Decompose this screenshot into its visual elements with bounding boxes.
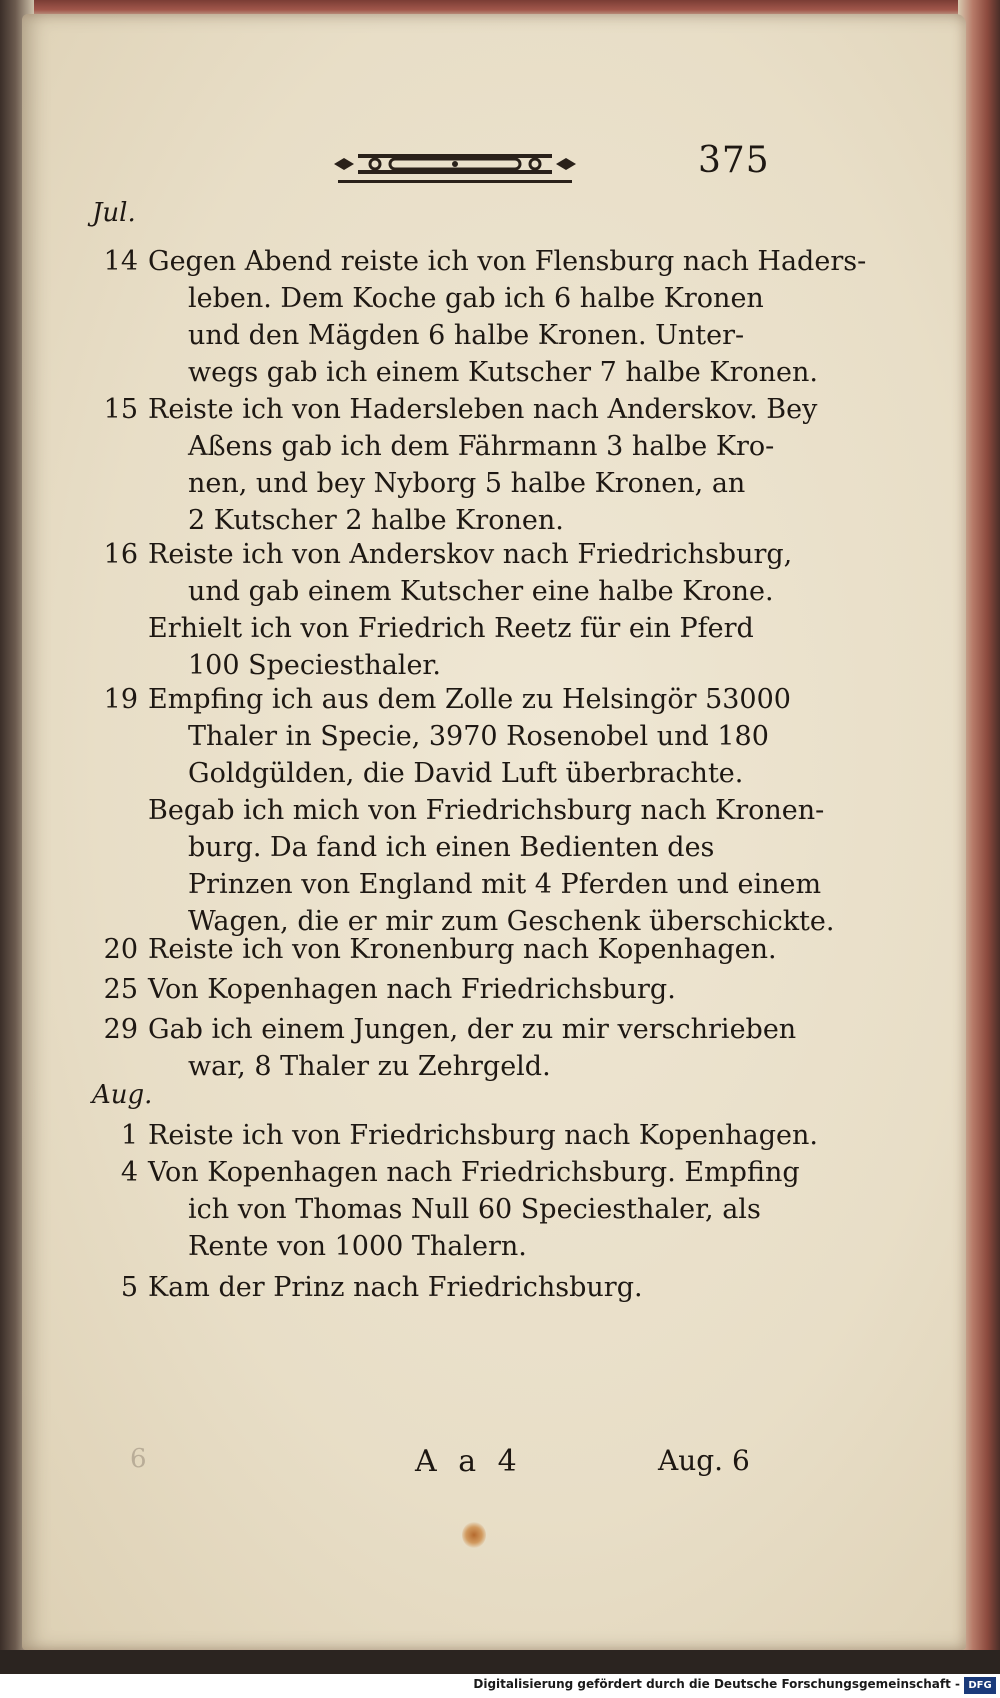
entry-line: Gab ich einem Jungen, der zu mir verschrieben xyxy=(148,1014,797,1045)
entry-line: Thaler in Specie, 3970 Rosenobel und 180 xyxy=(188,721,769,752)
entry-day: 5 xyxy=(120,1272,138,1303)
entry-line: und gab einem Kutscher eine halbe Krone. xyxy=(188,576,774,607)
entry-day: 25 xyxy=(103,974,138,1005)
entry-line: und den Mägden 6 halbe Kronen. Unter- xyxy=(188,320,745,351)
month-heading: Jul. xyxy=(92,198,136,228)
month-heading: Aug. xyxy=(92,1080,153,1110)
entry-line: Begab ich mich von Friedrichsburg nach Kronen- xyxy=(148,795,825,826)
show-through-ghost: 6 xyxy=(130,1444,147,1474)
entry-line: Reiste ich von Hadersleben nach Anderskov. Bey xyxy=(148,394,818,425)
entry-line: Wagen, die er mir zum Geschenk überschickte. xyxy=(188,906,835,937)
ornament-icon xyxy=(330,140,580,184)
entry-line: Empfing ich aus dem Zolle zu Helsingör 53000 xyxy=(148,684,791,715)
entry-line: Von Kopenhagen nach Friedrichsburg. Empfing xyxy=(148,1157,800,1188)
signature-mark: A a 4 xyxy=(415,1444,523,1479)
entry-line: Reiste ich von Kronenburg nach Kopenhagen. xyxy=(148,934,777,965)
paper-stain xyxy=(462,1522,486,1548)
entry-line: Aßens gab ich dem Fährmann 3 halbe Kro- xyxy=(188,431,775,462)
entry-day: 15 xyxy=(103,394,138,425)
entry-day: 29 xyxy=(103,1014,138,1045)
entry-day: 16 xyxy=(103,539,138,570)
entry-line: Erhielt ich von Friedrich Reetz für ein Pferd xyxy=(148,613,754,644)
entry-day: 20 xyxy=(103,934,138,965)
entry-line: ich von Thomas Null 60 Speciesthaler, als xyxy=(188,1194,761,1225)
entry-line: Von Kopenhagen nach Friedrichsburg. xyxy=(148,974,676,1005)
entry-line: war, 8 Thaler zu Zehrgeld. xyxy=(188,1051,551,1082)
entry-line: 100 Speciesthaler. xyxy=(188,650,441,681)
entry-line: nen, und bey Nyborg 5 halbe Kronen, an xyxy=(188,468,746,499)
page-number: 375 xyxy=(698,140,770,181)
catchword: Aug. 6 xyxy=(658,1444,750,1477)
entry-line: Reiste ich von Friedrichsburg nach Kopenhagen. xyxy=(148,1120,818,1151)
entry-day: 4 xyxy=(120,1157,138,1188)
digitization-credit: Digitalisierung gefördert durch die Deutsche Forschungsgemeinschaft - xyxy=(473,1677,960,1691)
entry-line: Kam der Prinz nach Friedrichsburg. xyxy=(148,1272,643,1303)
entry-line: wegs gab ich einem Kutscher 7 halbe Kronen. xyxy=(188,357,819,388)
entry-line: Reiste ich von Anderskov nach Friedrichsburg, xyxy=(148,539,793,570)
entry-day: 1 xyxy=(120,1120,138,1151)
entry-line: leben. Dem Koche gab ich 6 halbe Kronen xyxy=(188,283,764,314)
dfg-logo: DFG xyxy=(964,1677,996,1694)
digitization-credit-bar xyxy=(0,1674,1000,1698)
entry-line: Prinzen von England mit 4 Pferden und einem xyxy=(188,869,822,900)
header-ornament-area xyxy=(330,140,580,190)
entry-line: Goldgülden, die David Luft überbrachte. xyxy=(188,758,744,789)
entry-day: 19 xyxy=(103,684,138,715)
entry-line: burg. Da fand ich einen Bedienten des xyxy=(188,832,715,863)
entry-line: 2 Kutscher 2 halbe Kronen. xyxy=(188,505,564,536)
entry-line: Gegen Abend reiste ich von Flensburg nach Haders- xyxy=(148,246,867,277)
entry-line: Rente von 1000 Thalern. xyxy=(188,1231,527,1262)
entry-day: 14 xyxy=(103,246,138,277)
